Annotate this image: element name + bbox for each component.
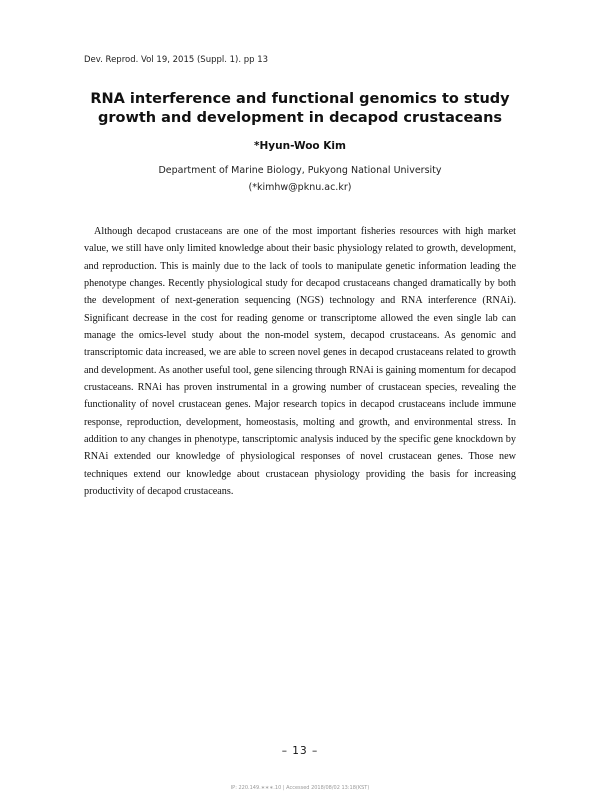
article-title: RNA interference and functional genomics to study growth and development in decapod crustaceans [90,91,510,126]
affiliation: Department of Marine Biology, Pukyong National University [158,165,442,176]
journal-reference: Dev. Reprod. Vol 19, 2015 (Suppl. 1). pp 13 [84,55,269,65]
page-number: – 13 – [281,745,319,757]
access-watermark: IP: 220.149.∗∗∗.10 | Accessed 2018/08/02 13:18(KST) [230,785,370,791]
author-email: (*kimhw@pknu.ac.kr) [248,182,352,193]
affiliation-block [0,162,600,196]
abstract-text: Although decapod crustaceans are one of the most important fisheries resources with high market value, we still have only limited knowledge about their basic physiology related to growth, development, and reproduction. This is mainly due to the lack of tools to manipulate genetic information leading the phenotype changes. Recently physiological study for decapod crustaceans changed dramatically by both the development of next-generation sequencing (NGS) technology and RNA interference (RNAi). Significant decrease in the cost for reading genome or transcriptome allowed the even single lab can manage the omics-level study about the non-model system, decapod crustaceans. As genomic and transcriptomic data increased, we are able to screen novel genes in decapod crustaceans related to growth and development. As another useful tool, gene silencing through RNAi is gaining momentum for decapod crustaceans. RNAi has proven instrumental in a growing number of crustacean species, revealing the functionality of novel crustacean genes. Major research topics in decapod crustaceans include immune response, reproduction, development, homeostasis, molting and growth, and environmental stress. In addition to any changes in phenotype, tanscriptomic analysis induced by the specific gene knockdown by RNAi extended our knowledge of physiological responses of novel crustacean genes. Those new techniques extend our knowledge about crustacean physiology providing the basis for increasing productivity of decapod crustaceans. [84,226,516,498]
author-name: *Hyun-Woo Kim [254,140,346,152]
